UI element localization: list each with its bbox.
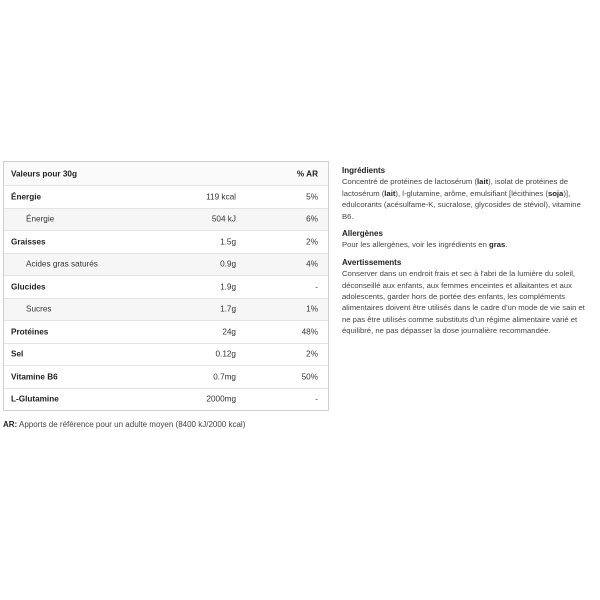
table-row: [4, 365, 328, 388]
allergen-highlight: soja: [547, 188, 564, 198]
nutrient-label: L-Glutamine: [11, 394, 59, 404]
text-segment: ), isolat de protéines de lactosérum (: [342, 177, 569, 198]
footnote: [3, 420, 245, 429]
nutrient-ar: 4%: [306, 259, 318, 269]
nutrient-label: Graisses: [11, 237, 46, 247]
nutrient-label: Vitamine B6: [11, 372, 58, 382]
nutrient-value: 24g: [222, 327, 236, 337]
nutrition-table: [3, 161, 329, 411]
nutrient-value: 504 kJ: [211, 214, 236, 224]
avertissements-text: Conserver dans un endroit frais et sec à l'abri de la lumière du soleil, déconseillé aux enfants, aux femmes enceintes et allaitantes et aux adolescents, garder hors de portée des enfants, les compléments alimentaires doivent être utilisés dans le cadre d'un mode de vie sain et ne pas être utilisés comme substituts d'un régime alimentaire varié et équilibré, ne pas dépasser la dose journalière recommandée.: [342, 269, 585, 336]
table-row: [4, 320, 328, 343]
allergen-highlight: lait: [384, 188, 396, 198]
nutrient-label: Énergie: [11, 192, 42, 202]
nutrient-ar: 5%: [306, 192, 318, 202]
table-row: [4, 230, 328, 253]
allergenes-text: [342, 239, 592, 250]
footnote-prefix: AR:: [3, 420, 18, 429]
table-row: [4, 298, 328, 321]
nutrient-ar: 6%: [306, 214, 318, 224]
table-row: [4, 343, 328, 366]
table-row: [4, 388, 328, 411]
text-segment: .: [505, 240, 508, 250]
nutrient-ar: 2%: [306, 349, 318, 359]
text-segment: )], edulcorants (acésulfame-K, sucralose, glycosides de stéviol), vitamine B6.: [342, 188, 581, 221]
nutrient-value: 1.7g: [220, 304, 236, 314]
nutrient-ar: 1%: [306, 304, 318, 314]
footnote-text: Apports de référence pour un adulte moyen (8400 kJ/2000 kcal): [17, 420, 246, 429]
nutrient-ar: -: [315, 394, 318, 404]
nutrient-ar: 48%: [301, 327, 318, 337]
allergen-highlight: gras: [489, 240, 506, 250]
header-ar: % AR: [296, 169, 318, 178]
table-row: [4, 275, 328, 298]
header-label: Valeurs pour 30g: [11, 169, 77, 178]
nutrient-label: Énergie: [26, 214, 55, 224]
nutrient-value: 1.5g: [220, 237, 236, 247]
ingredients-text: [342, 176, 592, 222]
nutrient-label: Sucres: [26, 304, 52, 314]
allergenes-title: Allergènes: [342, 229, 383, 239]
nutrient-value: 0.12g: [215, 349, 236, 359]
table-row: [4, 185, 328, 208]
nutrient-ar: -: [315, 282, 318, 292]
ingredients-title: Ingrédients: [342, 166, 386, 175]
nutrient-label: Protéines: [11, 327, 49, 337]
nutrient-value: 0.7mg: [213, 372, 236, 382]
nutrient-value: 2000mg: [206, 394, 236, 404]
text-segment: Concentré de protéines de lactosérum (: [342, 177, 478, 187]
avertissements-title: Avertissements: [342, 257, 402, 267]
text-segment: Pour les allergènes, voir les ingrédients en: [342, 240, 489, 250]
product-info: [342, 165, 592, 343]
nutrient-value: 119 kcal: [206, 192, 236, 202]
text-segment: ), l-glutamine, arôme, emulsifiant [lécithines (: [395, 188, 548, 198]
table-row: [4, 208, 328, 231]
nutrient-value: 0.9g: [220, 259, 236, 269]
table-header-row: [4, 162, 328, 185]
table-row: [4, 253, 328, 276]
nutrient-label: Sel: [11, 349, 24, 359]
nutrient-ar: 2%: [306, 237, 318, 247]
nutrient-label: Glucides: [11, 282, 46, 292]
nutrient-label: Acides gras saturés: [26, 259, 98, 269]
nutrient-value: 1.9g: [220, 282, 236, 292]
nutrient-ar: 50%: [301, 372, 318, 382]
allergen-highlight: lait: [477, 177, 489, 187]
